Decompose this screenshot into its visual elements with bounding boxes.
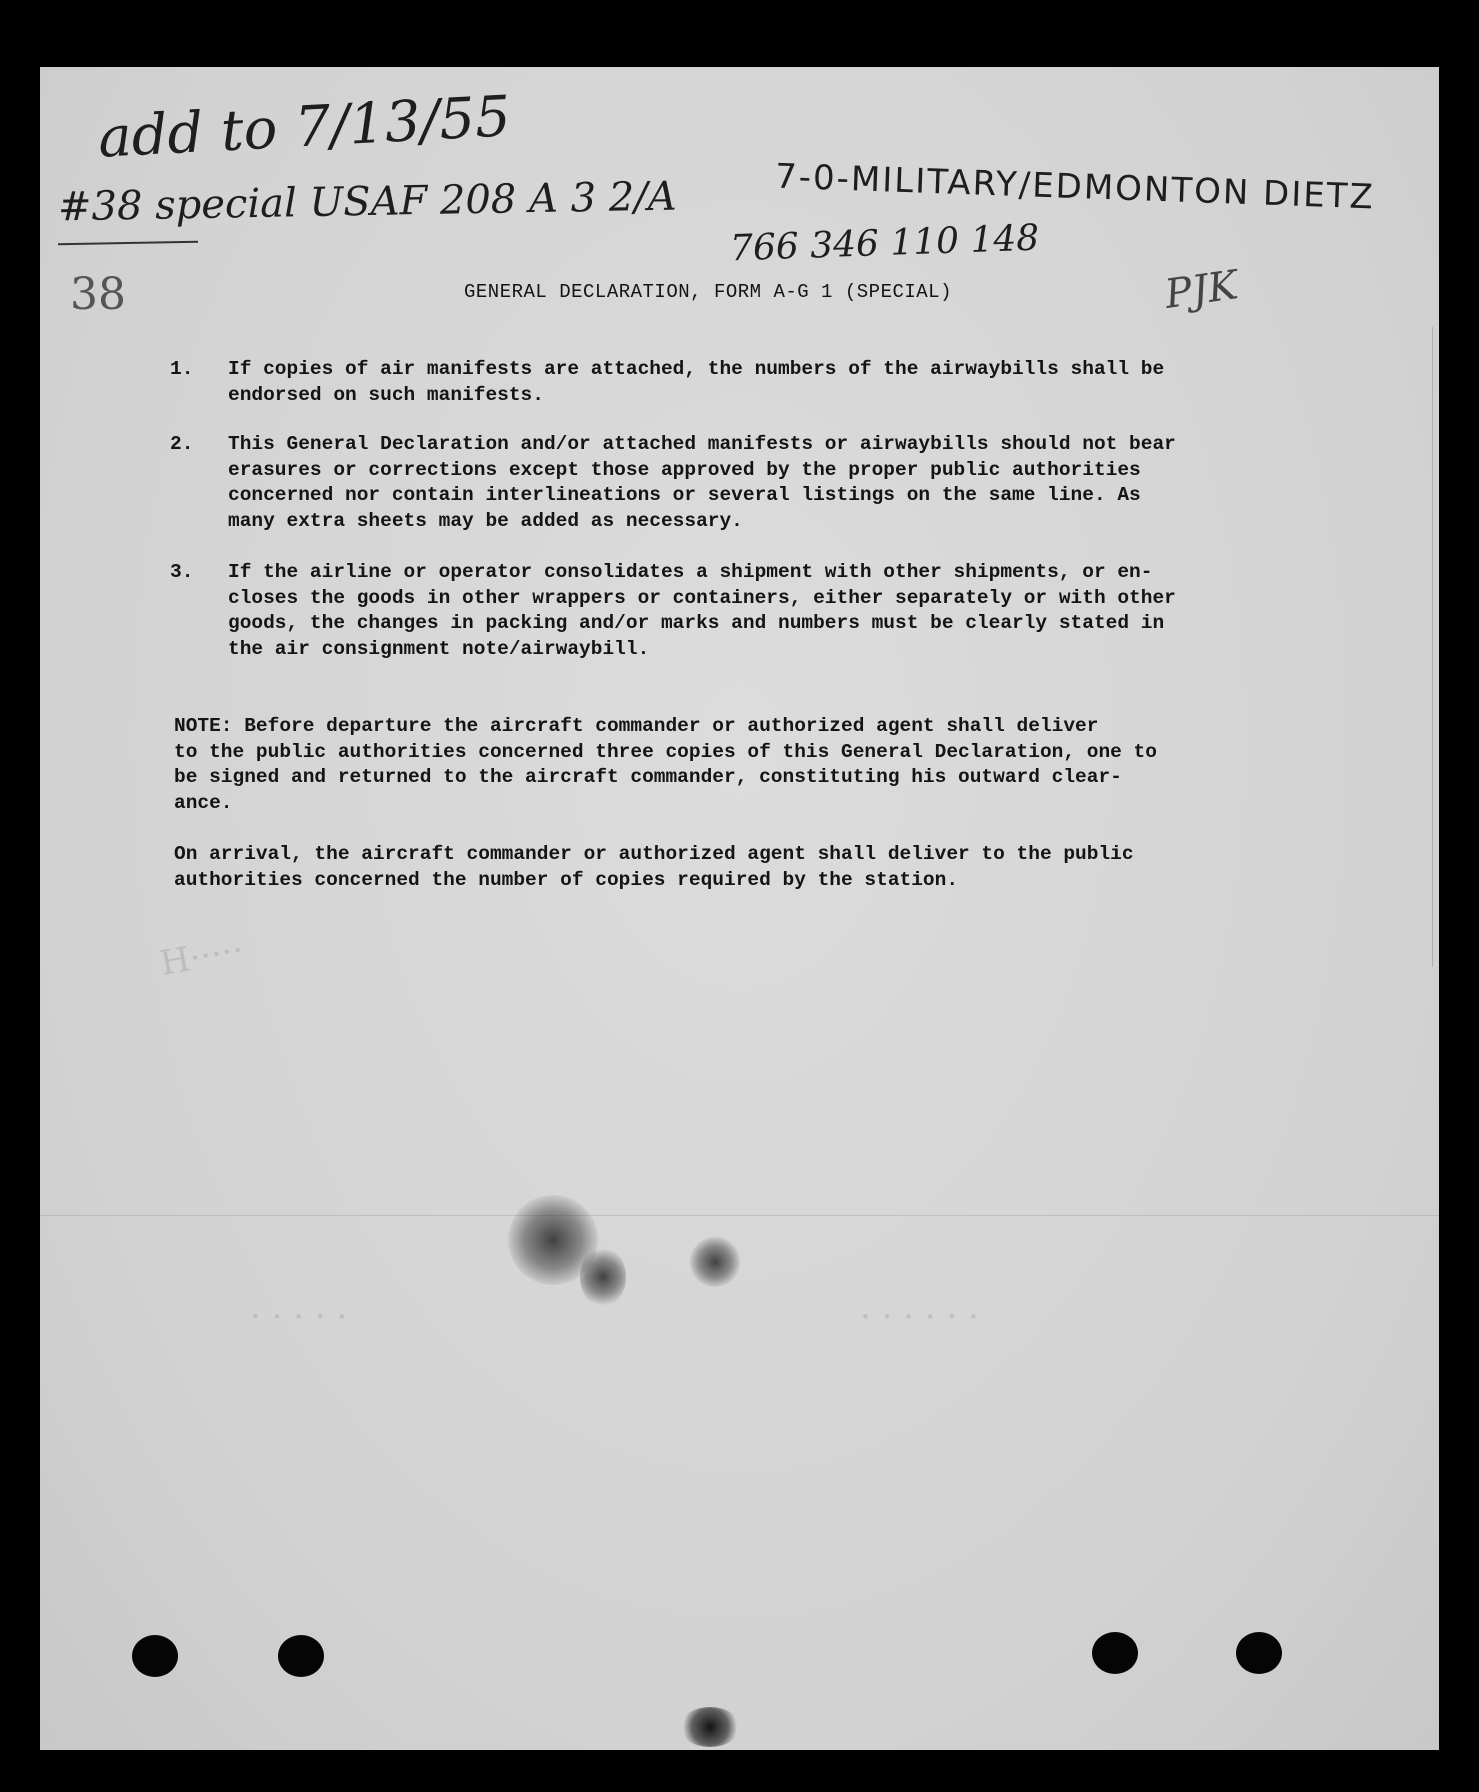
fold-line (40, 1215, 1439, 1216)
bottom-tear-mark (680, 1707, 740, 1747)
handwritten-date-note: add to 7/13/55 (96, 84, 513, 171)
bleed-through-mark: H····· (157, 930, 247, 984)
document-page (40, 67, 1439, 1750)
ink-smudge (690, 1237, 740, 1287)
handwritten-margin-number: 38 (70, 269, 126, 320)
ink-smudge (580, 1247, 626, 1307)
punch-hole (1236, 1632, 1282, 1674)
punch-hole (278, 1635, 324, 1677)
handwritten-route-note: 7-0-MILITARY/EDMONTON DIETZ (774, 156, 1376, 218)
handwritten-flight-note: #38 special USAF 208 A 3 2/A (57, 173, 677, 231)
bleed-through-mark: · · · · · (250, 1297, 348, 1337)
handwritten-initials: PJK (1162, 262, 1241, 318)
bleed-through-mark: · · · · · · (860, 1297, 979, 1337)
instruction-text: If the airline or operator consolidates a shipment with other shipments, or en- closes the goods in other wrappers or containers, either separately or with other goods, the changes in packing and/or marks and numbers must be clearly stated in the air consignment note/airwaybill. (228, 561, 1176, 660)
instruction-text: This General Declaration and/or attached manifests or airwaybills should not bear erasures or corrections except those approved by the proper public authorities concerned nor contain interlineations or several listings on the same line. As many extra sheets may be added as necessary. (228, 433, 1176, 532)
arrival-paragraph: On arrival, the aircraft commander or authorized agent shall deliver to the public authorities concerned the number of copies required by the station. (174, 843, 1134, 891)
instruction-number: 1. (170, 358, 194, 380)
punch-hole (1092, 1632, 1138, 1674)
note-paragraph: NOTE: Before departure the aircraft commander or authorized agent shall deliver to the public authorities concerned three copies of this General Declaration, one to be signed and returned to the aircraft commander, constituting his outward clear- ance. (174, 715, 1157, 814)
handwritten-underline (58, 241, 198, 245)
punch-hole (132, 1635, 178, 1677)
form-title: GENERAL DECLARATION, FORM A-G 1 (SPECIAL) (464, 281, 952, 303)
instruction-number: 3. (170, 561, 194, 583)
instruction-text: If copies of air manifests are attached, the numbers of the airwaybills shall be endorsed on such manifests. (228, 358, 1165, 406)
instruction-number: 2. (170, 433, 194, 455)
handwritten-numbers-note: 766 346 110 148 (729, 217, 1040, 270)
page-edge-shadow (1432, 327, 1433, 967)
